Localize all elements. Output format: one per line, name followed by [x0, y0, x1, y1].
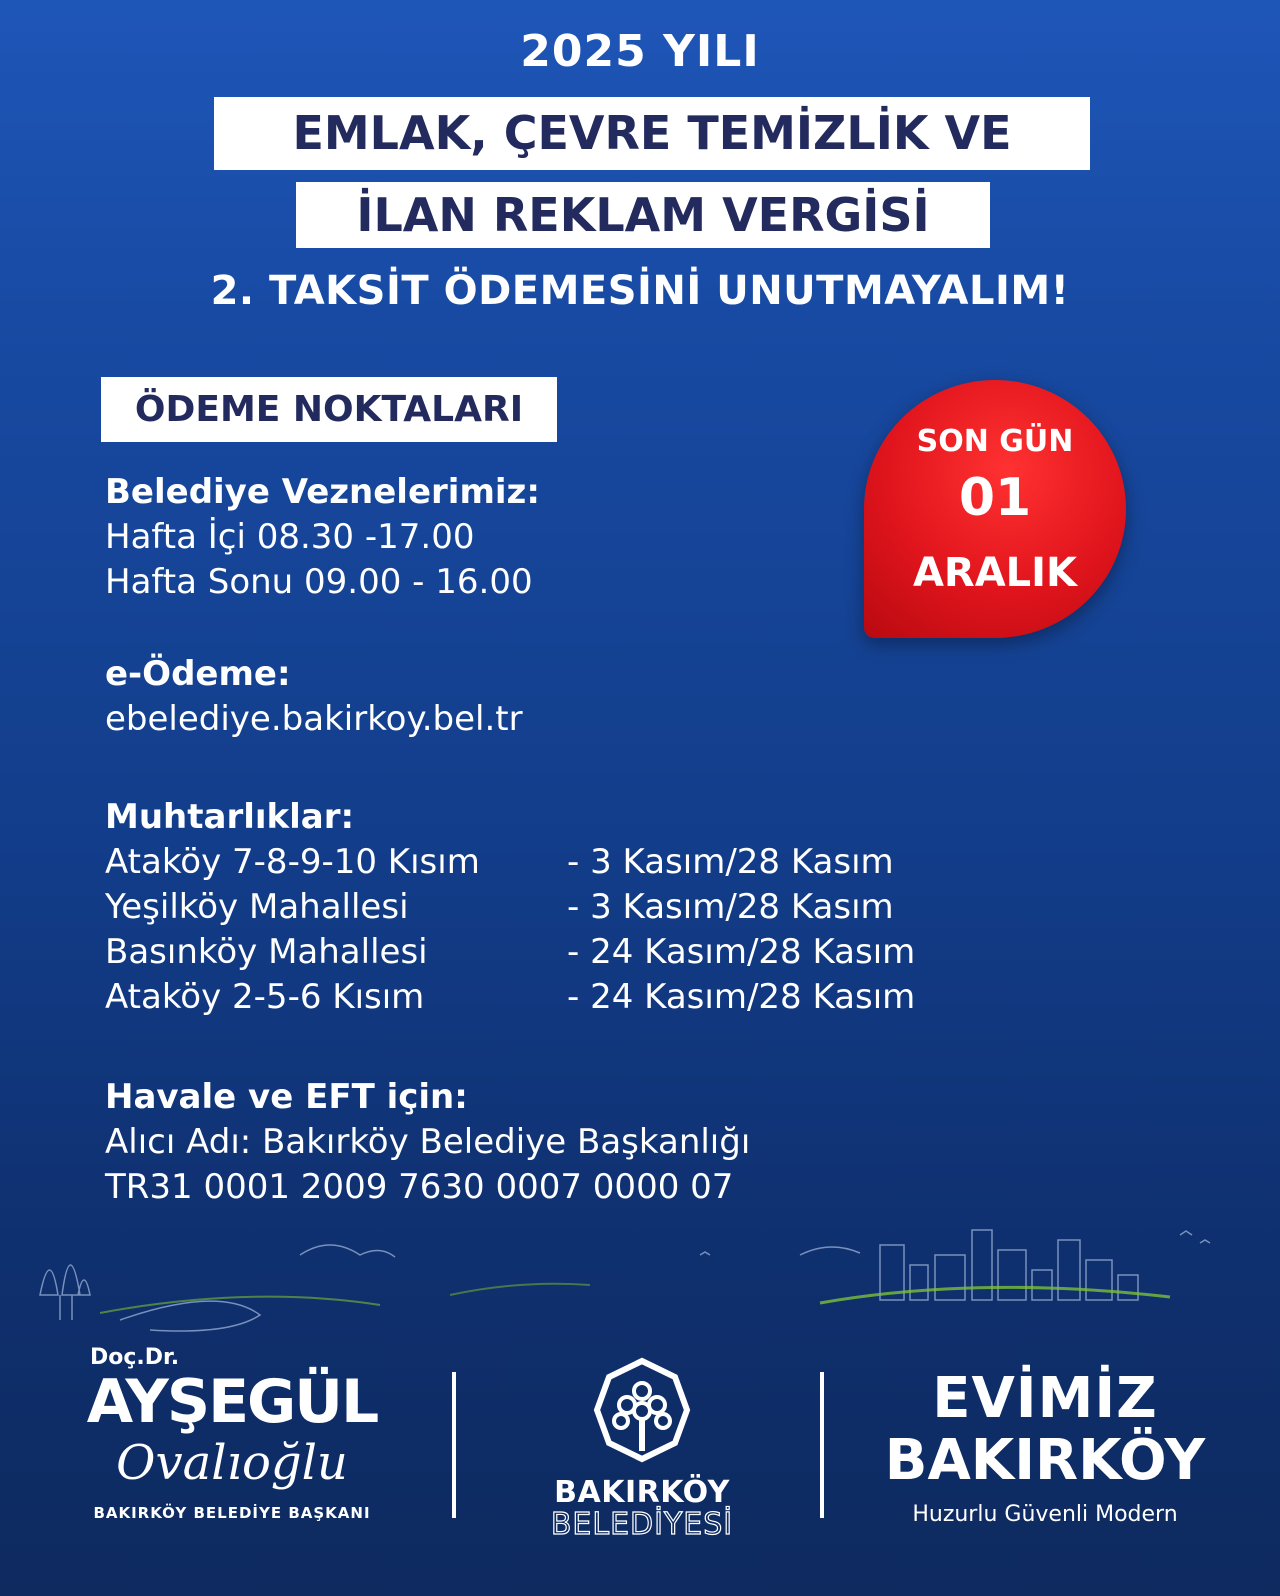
- deadline-badge: [864, 380, 1126, 638]
- logo-name-line1: BAKIRKÖY: [554, 1475, 730, 1510]
- muhtarliklar-heading: Muhtarlıklar:: [105, 797, 355, 837]
- slogan-line1: EVİMİZ: [932, 1366, 1158, 1431]
- transfer-iban: TR31 0001 2009 7630 0007 0000 07: [105, 1167, 734, 1207]
- tree-emblem-icon: [587, 1355, 697, 1465]
- footer-divider: [820, 1372, 824, 1518]
- slogan-line2: BAKIRKÖY: [884, 1428, 1206, 1493]
- tellers-weekend-hours: Hafta Sonu 09.00 - 16.00: [105, 562, 533, 602]
- muhtarlik-dates: - 3 Kasım/28 Kasım: [567, 842, 894, 882]
- transfer-heading: Havale ve EFT için:: [105, 1077, 468, 1117]
- title-line-1: EMLAK, ÇEVRE TEMİZLİK VE: [214, 97, 1090, 170]
- muhtarlik-place: Basınköy Mahallesi: [105, 932, 428, 972]
- muhtarlik-place: Yeşilköy Mahallesi: [105, 887, 409, 927]
- municipality-logo: [522, 1355, 762, 1540]
- slogan-block: [880, 1368, 1210, 1527]
- deadline-day: 01: [958, 468, 1032, 528]
- muhtarlik-place: Ataköy 7-8-9-10 Kısım: [105, 842, 480, 882]
- e-payment-heading: e-Ödeme:: [105, 654, 291, 694]
- transfer-recipient: Alıcı Adı: Bakırköy Belediye Başkanlığı: [105, 1122, 751, 1162]
- muhtarlik-row: [105, 840, 915, 885]
- e-payment-section: [105, 652, 523, 742]
- deadline-label: SON GÜN: [916, 424, 1074, 459]
- muhtarlik-row: [105, 930, 915, 975]
- e-payment-url: ebelediye.bakirkoy.bel.tr: [105, 699, 523, 739]
- title-line-2: İLAN REKLAM VERGİSİ: [296, 182, 990, 248]
- tellers-heading: Belediye Veznelerimiz:: [105, 472, 540, 512]
- mayor-first-name: AYŞEGÜL: [86, 1367, 378, 1437]
- mayor-role: BAKIRKÖY BELEDİYE BAŞKANI: [93, 1504, 371, 1522]
- muhtarliklar-section: [105, 795, 915, 1020]
- deadline-month: ARALIK: [912, 550, 1078, 596]
- mayor-signature: [72, 1345, 392, 1522]
- reminder-line: 2. TAKSİT ÖDEMESİNİ UNUTMAYALIM!: [210, 268, 1070, 314]
- slogan-tagline: Huzurlu Güvenli Modern: [912, 1502, 1178, 1527]
- muhtarlik-dates: - 24 Kasım/28 Kasım: [567, 932, 916, 972]
- logo-name-line2: BELEDİYESİ: [550, 1507, 734, 1542]
- landscape-illustration: [0, 1225, 1280, 1345]
- mayor-title: Doç.Dr.: [90, 1345, 180, 1370]
- muhtarlik-row: [105, 975, 915, 1020]
- muhtarlik-row: [105, 885, 915, 930]
- footer-divider: [452, 1372, 456, 1518]
- year-line: 2025 YILI: [520, 26, 760, 77]
- transfer-section: [105, 1075, 750, 1210]
- muhtarlik-dates: - 3 Kasım/28 Kasım: [567, 887, 894, 927]
- payment-points-title: ÖDEME NOKTALARI: [101, 377, 557, 442]
- muhtarlik-place: Ataköy 2-5-6 Kısım: [105, 977, 425, 1017]
- tellers-section: [105, 470, 540, 605]
- mayor-last-name: Ovalıoğlu: [116, 1435, 348, 1491]
- muhtarlik-dates: - 24 Kasım/28 Kasım: [567, 977, 916, 1017]
- tellers-weekday-hours: Hafta İçi 08.30 -17.00: [105, 517, 475, 557]
